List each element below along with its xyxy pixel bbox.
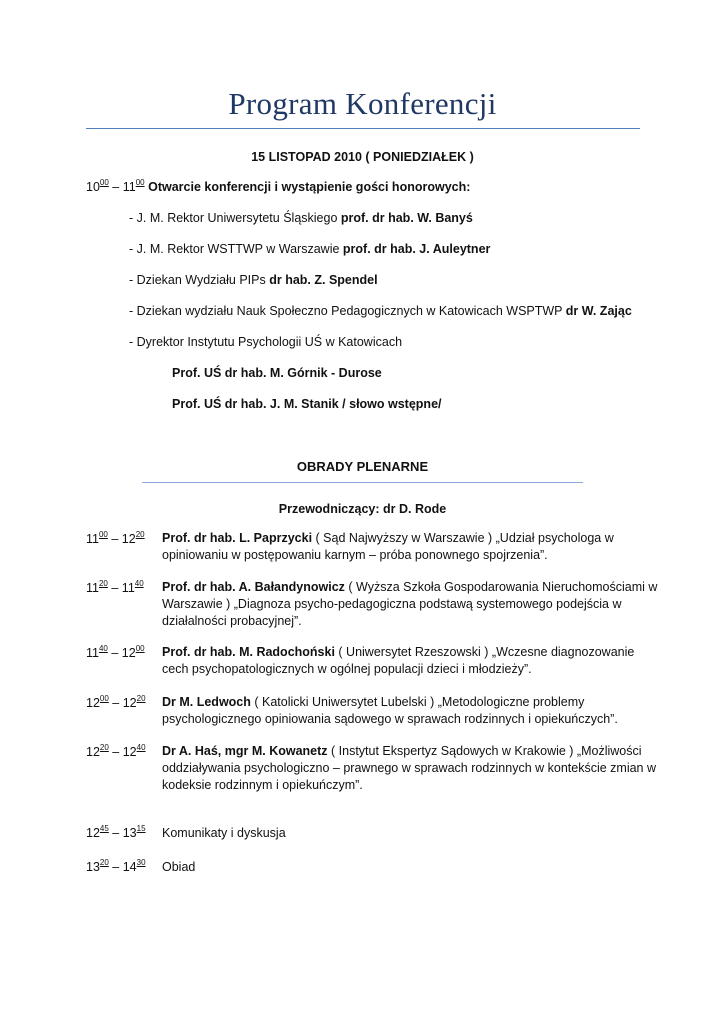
talk-description: ( Wyższa Szkoła Gospodarowania Nieruchomościami w Warszawie ) „Diagnoza psycho-pedagogiczna podstawą systemowego podejścia w działalności probacyjnej”. bbox=[162, 580, 658, 628]
talk-description: ( Uniwersytet Rzeszowski ) „Wczesne diagnozowanie cech psychopatologicznych w ogólnej populacji dzieci i młodzieży”. bbox=[162, 645, 635, 676]
talk-time-start: 11 bbox=[86, 581, 99, 595]
talk-time: $12^{20} - 12^{40}$ bbox=[86, 743, 146, 759]
talk-time: $11^{40} - 12^{00}$ bbox=[86, 644, 145, 660]
talk-entry bbox=[162, 530, 662, 564]
guest-name: prof. dr hab. J. Auleytner bbox=[342, 242, 491, 256]
closing-time-start-min: 20 bbox=[99, 858, 109, 867]
opening-time-start: 10 bbox=[86, 180, 100, 194]
talk-time-end-min: 20 bbox=[135, 530, 145, 539]
guest-name: dr W. Zając bbox=[565, 304, 632, 318]
talk-time-start: 12 bbox=[86, 745, 100, 759]
talk-entry bbox=[162, 694, 662, 728]
title-rule bbox=[86, 128, 640, 129]
closing-time-end-min: 30 bbox=[136, 858, 146, 867]
opening-time-start-min: 00 bbox=[99, 178, 109, 187]
talk-time-end: 12 bbox=[122, 745, 137, 759]
director-name bbox=[172, 366, 382, 380]
date-heading: 15 LISTOPAD 2010 ( PONIEDZIAŁEK ) bbox=[251, 150, 474, 164]
talk-time: $12^{00} - 12^{20}$ bbox=[86, 694, 146, 710]
talk-entry bbox=[162, 644, 662, 678]
talk-time: $11^{20} - 11^{40}$ bbox=[86, 579, 144, 595]
opening-line bbox=[86, 180, 470, 194]
guest-role: - J. M. Rektor WSTTWP w Warszawie bbox=[129, 242, 343, 256]
talk-time-end-min: 40 bbox=[136, 743, 146, 752]
talk-time-end: 12 bbox=[121, 532, 136, 546]
talk-speaker: Prof. dr hab. A. Bałandynowicz bbox=[162, 580, 345, 594]
talk-time-start: 12 bbox=[86, 696, 100, 710]
talk-time-start-min: 00 bbox=[98, 530, 108, 539]
guest-line bbox=[129, 273, 378, 287]
talk-time-start-min: 20 bbox=[98, 579, 108, 588]
page-title: Program Konferencji bbox=[228, 86, 497, 121]
closing-time: $13^{20} - 14^{30}$ bbox=[86, 858, 146, 874]
talk-time-end: 12 bbox=[122, 696, 137, 710]
talk-description: ( Sąd Najwyższy w Warszawie ) „Udział psychologa w opiniowaniu w postępowaniu karnym – próba ponownego spojrzenia”. bbox=[162, 531, 614, 562]
guest-line bbox=[129, 304, 632, 318]
talk-time-end-min: 00 bbox=[135, 644, 145, 653]
talk-time-start-min: 40 bbox=[98, 644, 108, 653]
closing-label: Obiad bbox=[162, 860, 196, 874]
director-name-text: Prof. UŚ dr hab. M. Górnik - Durose bbox=[172, 366, 382, 380]
talk-time-start: 11 bbox=[86, 532, 99, 546]
talk-time: $11^{00} - 12^{20}$ bbox=[86, 530, 145, 546]
guest-name: dr hab. Z. Spendel bbox=[269, 273, 378, 287]
talk-time-start-min: 00 bbox=[99, 694, 109, 703]
closing-time-end-min: 15 bbox=[136, 824, 146, 833]
director-name-text: Prof. UŚ dr hab. J. M. Stanik / słowo wstępne/ bbox=[172, 397, 442, 411]
closing-time-end: 13 bbox=[122, 826, 137, 840]
talk-time-start: 11 bbox=[86, 646, 99, 660]
guest-line bbox=[129, 211, 473, 225]
talk-speaker: Dr A. Haś, mgr M. Kowanetz bbox=[162, 744, 328, 758]
talk-time-start-min: 20 bbox=[99, 743, 109, 752]
guest-role: - Dyrektor Instytutu Psychologii UŚ w Katowicach bbox=[129, 335, 403, 349]
guest-line bbox=[129, 242, 490, 256]
talk-speaker: Dr M. Ledwoch bbox=[162, 695, 251, 709]
guest-line bbox=[129, 335, 402, 349]
closing-time-start: 13 bbox=[86, 860, 100, 874]
talk-time-end: 11 bbox=[121, 581, 135, 595]
plenary-rule bbox=[142, 482, 583, 483]
director-name bbox=[172, 397, 442, 411]
guest-role: - Dziekan Wydziału PIPs bbox=[129, 273, 270, 287]
plenary-heading: OBRADY PLENARNE bbox=[296, 459, 429, 474]
guest-role: - J. M. Rektor Uniwersytetu Śląskiego bbox=[129, 211, 341, 225]
talk-time-end-min: 40 bbox=[134, 579, 144, 588]
guest-name: prof. dr hab. W. Banyś bbox=[340, 211, 473, 225]
closing-time-start: 12 bbox=[86, 826, 100, 840]
opening-time-end-min: 00 bbox=[135, 178, 145, 187]
closing-time-end: 14 bbox=[122, 860, 137, 874]
talk-description: ( Instytut Ekspertyz Sądowych w Krakowie ) „Możliwości oddziaływania psychologiczno – prawnego w sprawach rodzinnych w kontekście zmian w kodeksie rodzinnym i opiekuńczym”. bbox=[162, 744, 657, 792]
opening-heading: Otwarcie konferencji i wystąpienie gości honorowych: bbox=[148, 180, 471, 194]
talk-time-end: 12 bbox=[121, 646, 136, 660]
opening-time-end: 11 bbox=[122, 180, 136, 194]
talk-speaker: Prof. dr hab. L. Paprzycki bbox=[162, 531, 313, 545]
closing-time: $12^{45} - 13^{15}$ bbox=[86, 824, 146, 840]
closing-time-start-min: 45 bbox=[99, 824, 109, 833]
talk-speaker: Prof. dr hab. M. Radochoński bbox=[162, 645, 335, 659]
talk-description: ( Katolicki Uniwersytet Lubelski ) „Metodologiczne problemy psychologicznego opiniowania sądowego w sprawach rodzinnych i opiekuńczych”. bbox=[162, 695, 618, 726]
talk-entry bbox=[162, 579, 662, 630]
opening-time-sep: – bbox=[108, 180, 123, 194]
chair-line: Przewodniczący: dr D. Rode bbox=[278, 502, 447, 516]
talk-time-end-min: 20 bbox=[136, 694, 146, 703]
closing-label: Komunikaty i dyskusja bbox=[162, 826, 286, 840]
guest-role: - Dziekan wydziału Nauk Społeczno Pedagogicznych w Katowicach WSPTWP bbox=[129, 304, 566, 318]
talk-entry bbox=[162, 743, 662, 794]
